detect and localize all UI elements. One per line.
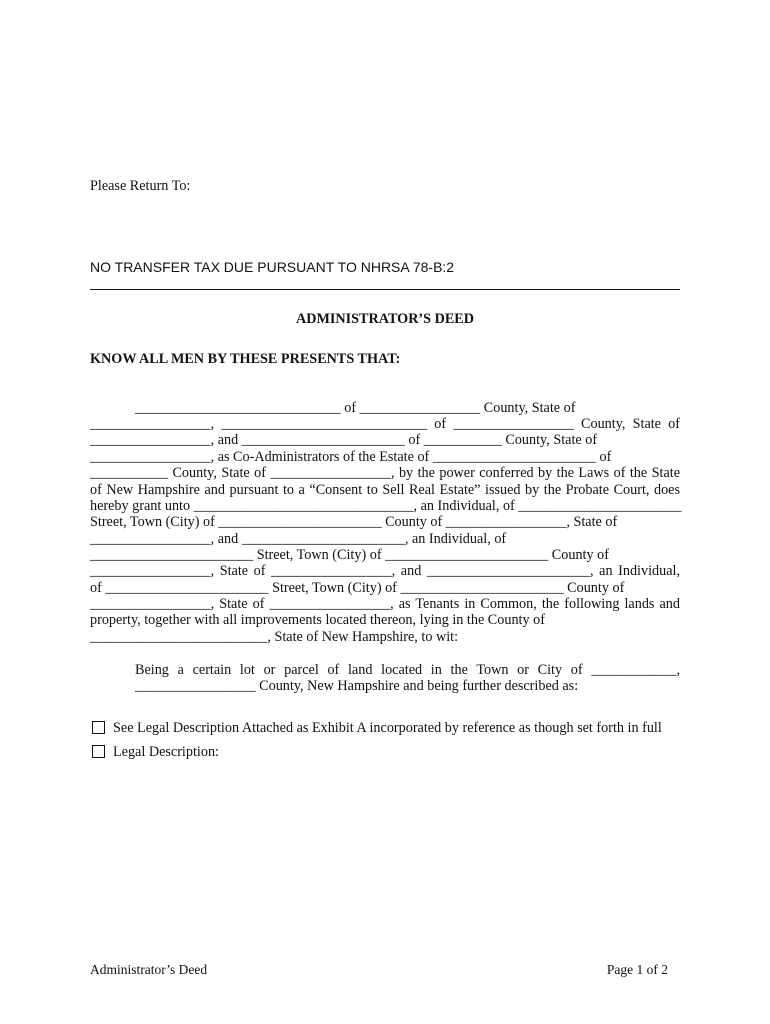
deed-title: ADMINISTRATOR’S DEED	[295, 311, 475, 327]
body-line-3: _________________, and _______________________ of ___________ County, State of	[90, 432, 598, 448]
body-line-6: of New Hampshire and pursuant to a “Consent to Sell Real Estate” issued by the Probate Court, does	[90, 482, 680, 498]
body-line-11: _________________, State of _________________, and _______________________, an Individual,	[90, 563, 680, 579]
footer-page-number: Page 1 of 2	[606, 962, 668, 977]
body-line-7: hereby grant unto _______________________________, an Individual, of _______________________	[90, 498, 682, 514]
exhibit-a-checkbox[interactable]	[92, 721, 105, 734]
body-line-5: ___________ County, State of _________________, by the power conferred by the Laws of the State	[90, 465, 680, 481]
exhibit-a-label: See Legal Description Attached as Exhibit A incorporated by reference as though set forth in full	[113, 720, 662, 736]
legal-description-label: Legal Description:	[113, 744, 219, 760]
description-line-1: Being a certain lot or parcel of land located in the Town or City of ____________,	[135, 662, 680, 678]
return-to-label: Please Return To:	[90, 178, 191, 194]
body-line-12: of _______________________ Street, Town (City) of _______________________ County of	[90, 580, 625, 596]
body-line-8: Street, Town (City) of _______________________ County of _________________, State of	[90, 514, 618, 530]
legal-description-checkbox[interactable]	[92, 745, 105, 758]
body-line-9: _________________, and _______________________, an Individual, of	[90, 531, 507, 547]
body-line-15: _________________________, State of New Hampshire, to wit:	[90, 629, 459, 645]
body-line-14: property, together with all improvements located thereon, lying in the County of	[90, 612, 545, 628]
tax-notice: NO TRANSFER TAX DUE PURSUANT TO NHRSA 78-B:2	[90, 259, 455, 275]
body-line-1: _____________________________ of _________________ County, State of	[135, 400, 576, 416]
body-line-13: _________________, State of _________________, as Tenants in Common, the following lands and	[90, 596, 680, 612]
body-line-4: _________________, as Co-Administrators of the Estate of _______________________ of	[90, 449, 612, 465]
header-divider	[90, 289, 680, 290]
body-line-2: _________________, _____________________________ of _________________ County, State of	[90, 416, 680, 432]
intro-heading: KNOW ALL MEN BY THESE PRESENTS THAT:	[90, 351, 401, 367]
footer-document-name: Administrator’s Deed	[90, 962, 208, 977]
description-line-2: _________________ County, New Hampshire and being further described as:	[135, 678, 579, 694]
body-line-10: _______________________ Street, Town (City) of _______________________ County of	[90, 547, 609, 563]
